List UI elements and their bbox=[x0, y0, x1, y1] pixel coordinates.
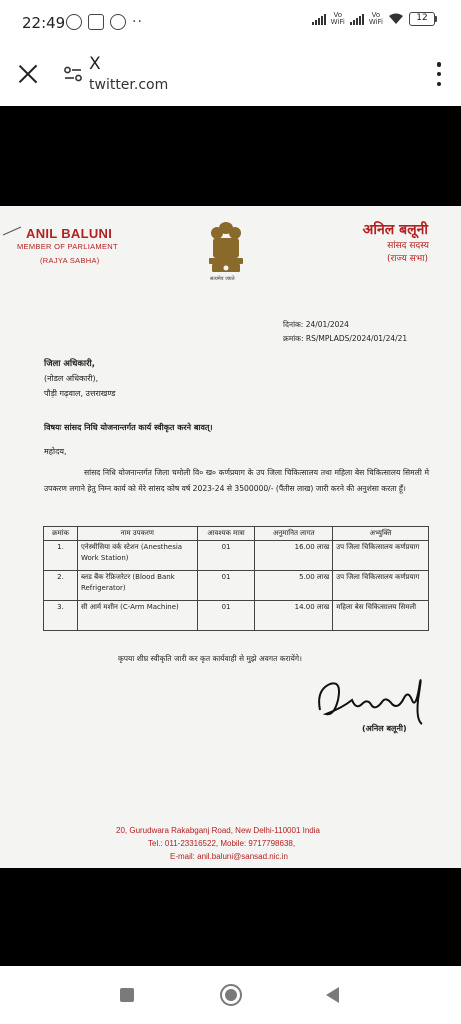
table-header: नाम उपकरण bbox=[77, 527, 197, 541]
table-header: अभ्युक्ति bbox=[333, 527, 429, 541]
battery-icon bbox=[409, 12, 437, 26]
table-cell: 14.00 लाख bbox=[255, 601, 333, 631]
notification-icons bbox=[66, 14, 143, 30]
back-icon[interactable] bbox=[326, 987, 339, 1003]
signal-icon-2 bbox=[350, 13, 364, 25]
table-row bbox=[44, 571, 429, 601]
page-info-icon[interactable] bbox=[64, 66, 82, 82]
close-icon[interactable] bbox=[14, 60, 42, 88]
emblem-motto: सत्यमेव जयते bbox=[210, 276, 235, 282]
table-cell: ब्लड बैंक रेफ्रिजरेटर (Blood Bank Refrigerator) bbox=[77, 571, 197, 601]
vowifi-label-2: Vo WiFi bbox=[368, 11, 383, 26]
whatsapp-icon bbox=[66, 14, 82, 30]
letter-salutation: महोदय, bbox=[44, 447, 67, 456]
status-time: 22:49 bbox=[22, 14, 66, 32]
page-title: X bbox=[89, 54, 101, 74]
table-cell: 2. bbox=[44, 571, 78, 601]
table-cell: 1. bbox=[44, 541, 78, 571]
recents-icon[interactable] bbox=[120, 988, 134, 1002]
custom-tab-toolbar bbox=[0, 44, 461, 106]
table-cell: 01 bbox=[197, 571, 255, 601]
wifi-icon bbox=[388, 13, 404, 25]
letter-closing: कृपया शीघ्र स्वीकृति जारी कर कृत कार्यवाही से मुझे अवगत करायेंगे। bbox=[118, 654, 302, 663]
footer-phone: Tel.: 011-23316522, Mobile: 9717798638, bbox=[148, 839, 296, 848]
vowifi-label: Vo WiFi bbox=[330, 11, 345, 26]
recipient-line-3: पौड़ी गढ़वाल, उत्तराखण्ड bbox=[44, 389, 116, 398]
more-notifications-icon: ·· bbox=[132, 14, 143, 30]
page-url[interactable]: twitter.com bbox=[89, 77, 169, 93]
signal-icon bbox=[312, 13, 326, 25]
table-cell: 01 bbox=[197, 601, 255, 631]
footer-address: 20, Gurudwara Rakabganj Road, New Delhi-110001 India bbox=[116, 826, 320, 835]
status-bar bbox=[0, 0, 461, 44]
table-header: आवश्यक मात्रा bbox=[197, 527, 255, 541]
home-icon[interactable] bbox=[220, 984, 242, 1006]
table-cell: सी आर्म मशीन (C-Arm Machine) bbox=[77, 601, 197, 631]
letterhead-name-en: ANIL BALUNI bbox=[26, 226, 113, 241]
letter-body: सांसद निधि योजनान्तर्गत जिला चमोली वि० ख० कर्णप्रयाग के उप जिला चिकित्सालय तथा महिला बेस चिकित्सालय सिमली मे उपकरण लगाने हेतु निम्न कार्य को मेरे सांसद कोष वर्ष 2023-24 से 3500000/- (पैंतीस लाख) जारी करने की अनुशंसा करता हूँ। bbox=[44, 468, 429, 493]
letterhead-house-hi: (राज्य सभा) bbox=[386, 254, 428, 264]
table-row bbox=[44, 541, 429, 571]
table-header: क्रमांक bbox=[44, 527, 78, 541]
recipient-line-2: (नोडल अधिकारी), bbox=[44, 374, 99, 383]
table-cell: उप जिला चिकित्सालय कर्णप्रयाग bbox=[333, 541, 429, 571]
table-cell: एनेस्थीसिया वर्क स्टेशन (Anesthesia Work Station) bbox=[77, 541, 197, 571]
battery-level: 12 bbox=[409, 12, 435, 26]
navigation-bar bbox=[0, 966, 461, 1024]
letter-date: दिनांक: 24/01/2024 bbox=[283, 320, 349, 329]
equipment-table bbox=[43, 526, 429, 631]
letterhead-role-hi: सांसद सदस्य bbox=[387, 241, 429, 251]
letterhead-house-en: (RAJYA SABHA) bbox=[40, 256, 100, 265]
letterhead-role-en: MEMBER OF PARLIAMENT bbox=[17, 242, 118, 251]
table-header-row bbox=[44, 527, 429, 541]
image-viewer[interactable] bbox=[0, 106, 461, 966]
app-notification-icon bbox=[88, 14, 104, 30]
signatory-name: (अनिल बलूनी) bbox=[362, 724, 407, 733]
table-header: अनुमानित लागत bbox=[255, 527, 333, 541]
pen-mark-decoration bbox=[2, 226, 22, 236]
more-vert-icon[interactable] bbox=[435, 62, 443, 86]
national-emblem-icon bbox=[205, 220, 247, 284]
letter-subject: विषयः सांसद निधि योजनान्तर्गत कार्य स्वीकृत करने बावत्। bbox=[44, 423, 213, 432]
system-icons bbox=[312, 12, 437, 26]
table-cell: 3. bbox=[44, 601, 78, 631]
letter-reference: क्रमांक: RS/MPLADS/2024/01/24/21 bbox=[283, 334, 408, 343]
table-cell: 01 bbox=[197, 541, 255, 571]
table-row bbox=[44, 601, 429, 631]
table-cell: 16.00 लाख bbox=[255, 541, 333, 571]
table-cell: महिला बेस चिकित्सालय सिमली bbox=[333, 601, 429, 631]
footer-email: E-mail: anil.baluni@sansad.nic.in bbox=[170, 852, 288, 861]
handwritten-signature bbox=[312, 670, 430, 730]
chrome-icon bbox=[110, 14, 126, 30]
table-cell: 5.00 लाख bbox=[255, 571, 333, 601]
letterhead-name-hi: अनिल बलूनी bbox=[362, 222, 428, 238]
table-cell: उप जिला चिकित्सालय कर्णप्रयाग bbox=[333, 571, 429, 601]
letter-image bbox=[0, 206, 461, 868]
recipient-line-1: जिला अधिकारी, bbox=[44, 359, 95, 369]
